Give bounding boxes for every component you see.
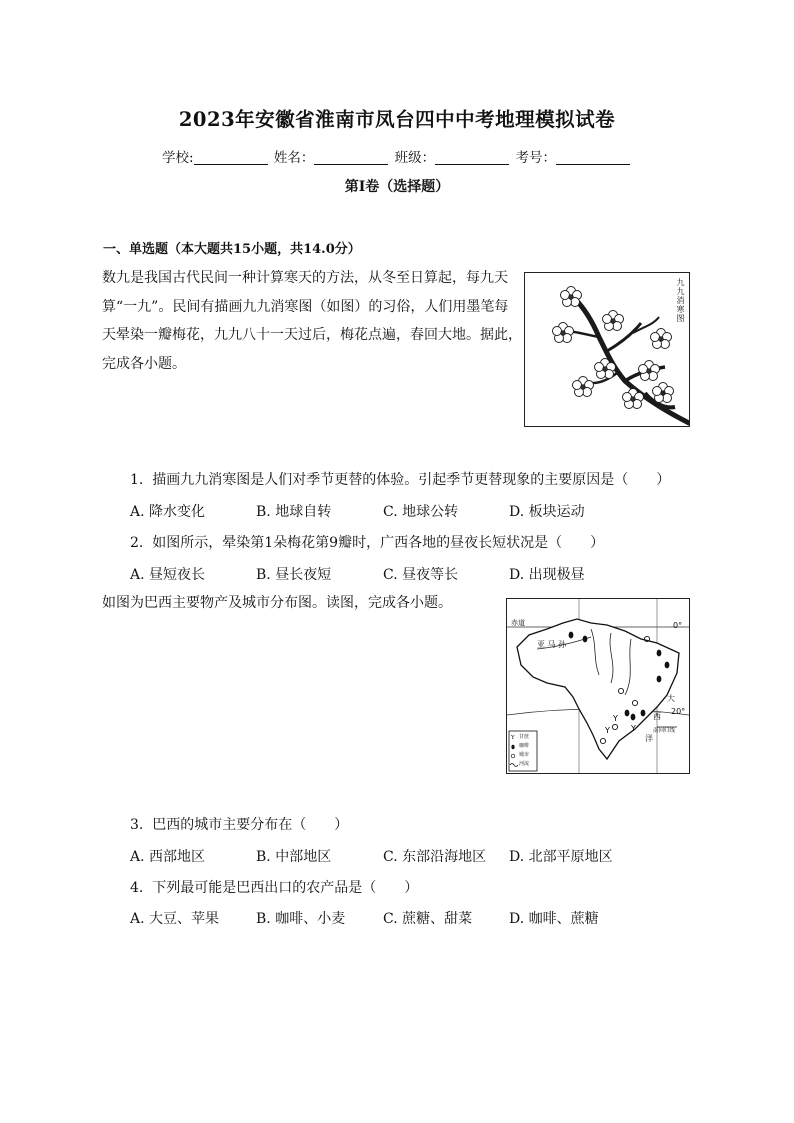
passage-1-line: 算“一九”。民间有描画九九消寒图（如图）的习俗，人们用墨笔每	[102, 298, 509, 315]
name-blank[interactable]	[314, 150, 388, 165]
option-d[interactable]: D. 咖啡、蔗糖	[509, 911, 599, 927]
legend-river-label: 河流	[519, 761, 530, 767]
legend-sugarcane-label: 甘蔗	[519, 734, 530, 740]
option-d[interactable]: D. 出现极昼	[509, 567, 585, 583]
map-lat-20-label: 20°	[671, 707, 686, 716]
option-a[interactable]: A. 大豆、苹果	[130, 911, 220, 927]
student-info-line	[0, 146, 794, 166]
legend-city-label: 城市	[519, 752, 530, 758]
map-ocean-label-2: 西	[653, 712, 661, 721]
section-heading: 一、单选题（本大题共15小题，共14.0分）	[103, 242, 361, 257]
school-label: 学校:	[162, 150, 194, 166]
question-text: 下列最可能是巴西出口的农产品是（ ）	[147, 880, 419, 896]
legend-coffee-label: 咖啡	[519, 743, 530, 749]
plum-blossom-figure	[524, 272, 690, 427]
map-legend	[519, 733, 529, 769]
option-a[interactable]: A. 西部地区	[130, 849, 206, 865]
legend-coffee-icon	[511, 745, 514, 749]
question-text: 描画九九消寒图是人们对季节更替的体验。引起季节更替现象的主要原因是（ ）	[152, 472, 671, 488]
option-b[interactable]: B. 昼长夜短	[256, 567, 332, 583]
number-label: 考号：	[515, 150, 556, 166]
question-number: 1.	[130, 472, 144, 488]
question-number: 3.	[130, 817, 144, 833]
option-b[interactable]: B. 咖啡、小麦	[256, 911, 346, 927]
map-ocean-label-1: 大	[667, 694, 675, 703]
map-equator-label: 赤道	[511, 619, 525, 627]
passage-1	[102, 264, 522, 378]
passage-1-line: 完成各小题。	[102, 355, 186, 372]
question-number: 2.	[130, 535, 144, 551]
brazil-map	[507, 599, 689, 773]
question-number: 4.	[130, 880, 144, 896]
question-4	[130, 877, 418, 897]
option-d[interactable]: D. 板块运动	[509, 504, 585, 520]
number-blank[interactable]	[556, 150, 630, 165]
name-label: 姓名：	[273, 150, 315, 166]
passage-2: 如图为巴西主要物产及城市分布图。读图，完成各小题。	[102, 595, 452, 611]
option-c[interactable]: C. 昼夜等长	[383, 567, 459, 583]
map-amazon-label: 亚 马 孙	[537, 640, 567, 649]
option-a[interactable]: A. 昼短夜长	[130, 567, 206, 583]
sugarcane-icon: Y	[631, 724, 636, 733]
paper-title: 2023年安徽省淮南市凤台四中中考地理模拟试卷	[178, 108, 616, 131]
option-c[interactable]: C. 地球公转	[383, 504, 459, 520]
passage-1-line: 数九是我国古代民间一种计算寒天的方法，从冬至日算起，每九天	[102, 270, 508, 286]
question-text: 如图所示，晕染第1朵梅花第9瓣时，广西各地的昼夜长短状况是（ ）	[147, 535, 605, 551]
school-blank[interactable]	[194, 150, 268, 165]
brazil-map-figure	[506, 598, 690, 774]
sugarcane-icon: Y	[605, 726, 610, 735]
figure-1-caption: 九九消寒图	[676, 278, 685, 323]
class-blank[interactable]	[435, 150, 509, 165]
question-text: 巴西的城市主要分布在（ ）	[152, 817, 349, 833]
class-label: 班级：	[394, 150, 436, 166]
map-ocean-label-3: 洋	[645, 734, 653, 743]
map-tropic-label: 南回归线	[653, 728, 676, 734]
option-d[interactable]: D. 北部平原地区	[509, 849, 613, 865]
option-c[interactable]: C. 东部沿海地区	[383, 849, 487, 865]
map-lat-0-label: 0°	[673, 621, 683, 630]
option-c[interactable]: C. 蔗糖、甜菜	[383, 911, 473, 927]
question-4-options	[0, 908, 794, 928]
passage-1-line: 天晕染一瓣梅花，九九八十一天过后，梅花点遍，春回大地。据此，	[102, 327, 522, 343]
plum-blossom-illustration	[525, 273, 689, 426]
sugarcane-icon: Y	[613, 714, 618, 723]
question-2	[130, 532, 604, 552]
option-a[interactable]: A. 降水变化	[130, 504, 206, 520]
question-1	[130, 469, 670, 489]
volume-heading: 第I卷（选择题）	[344, 179, 450, 195]
option-b[interactable]: B. 地球自转	[256, 504, 332, 520]
question-3	[130, 814, 348, 834]
question-3-options	[0, 846, 794, 866]
question-2-options	[0, 564, 794, 584]
legend-sugarcane-icon: Y	[511, 735, 515, 741]
question-1-options	[0, 501, 794, 521]
option-b[interactable]: B. 中部地区	[256, 849, 332, 865]
